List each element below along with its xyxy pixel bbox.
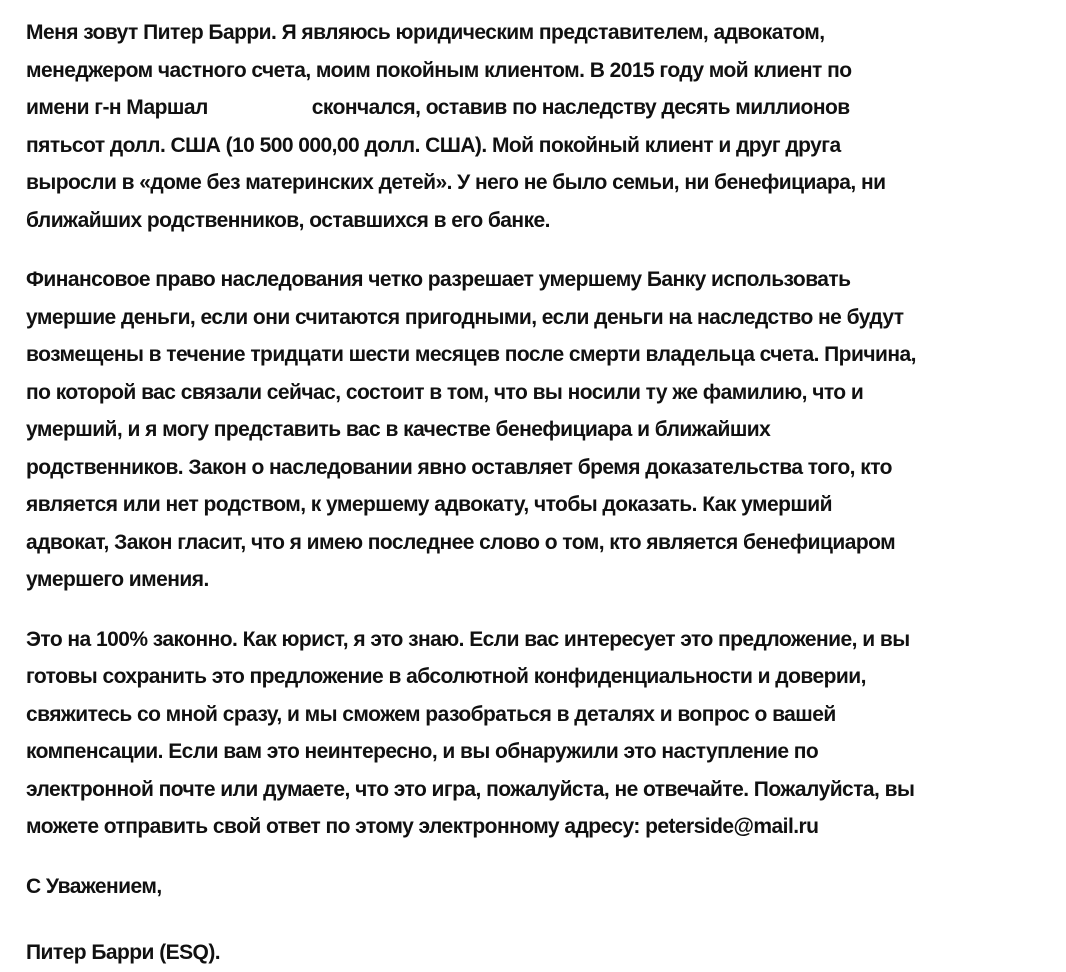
text-line: готовы сохранить это предложение в абсолютной конфиденциальности и доверии, [26, 665, 866, 688]
closing-salutation: С Уважением, [26, 874, 162, 898]
text-line: Это на 100% законно. Как юрист, я это знаю. Если вас интересует это предложение, и вы [26, 627, 910, 651]
text-line: выросли в «доме без материнских детей». У него не было семьи, ни бенефициара, ни [26, 171, 886, 194]
text-line: возмещены в течение тридцати шести месяцев после смерти владельца счета. Причина, [26, 343, 916, 366]
text-line: умерший, и я могу представить вас в качестве бенефициара и ближайших [26, 418, 771, 441]
text-line: является или нет родством, к умершему адвокату, чтобы доказать. Как умерший [26, 493, 833, 516]
signature: Питер Барри (ESQ). [26, 941, 221, 964]
text-line: родственников. Закон о наследовании явно оставляет бремя доказательства того, кто [26, 455, 892, 479]
text-line: ближайших родственников, оставшихся в его банке. [26, 208, 550, 232]
text-line: адвокат, Закон гласит, что я имею последнее слово о том, кто является бенефициаром [26, 530, 896, 554]
text-line: по которой вас связали сейчас, состоит в том, что вы носили ту же фамилию, что и [26, 380, 864, 404]
text-line: электронной почте или думаете, что это игра, пожалуйста, не отвечайте. Пожалуйста, вы [26, 777, 915, 801]
text-line: свяжитесь со мной сразу, и мы сможем разобраться в деталях и вопрос о вашей [26, 702, 836, 726]
text-line: Финансовое право наследования четко разрешает умершему Банку использовать [26, 268, 851, 291]
text-line: компенсации. Если вам это неинтересно, и вы обнаружили это наступление по [26, 740, 819, 763]
text-line: умершего имения. [26, 568, 209, 591]
paragraph-introduction [26, 14, 1046, 239]
paragraph-inheritance-law [26, 261, 1046, 599]
text-line-end: скончался, оставив по наследству десять миллионов [311, 96, 850, 119]
text-line: пятьсот долл. США (10 500 000,00 долл. США). Мой покойный клиент и друг друга [26, 133, 841, 157]
text-line: менеджером частного счета, моим покойным клиентом. В 2015 году мой клиент по [26, 58, 852, 82]
text-line-contact: можете отправить свой ответ по этому электронному адресу: peterside@mail.ru [26, 815, 819, 838]
text-line: умершие деньги, если они считаются пригодными, если деньги на наследство не будут [26, 305, 904, 329]
text-line-with-gap [26, 89, 1046, 127]
text-line-start: имени г-н Маршал [26, 96, 208, 119]
paragraph-offer [26, 621, 1046, 846]
text-line: Меня зовут Питер Барри. Я являюсь юридическим представителем, адвокатом, [26, 21, 825, 44]
